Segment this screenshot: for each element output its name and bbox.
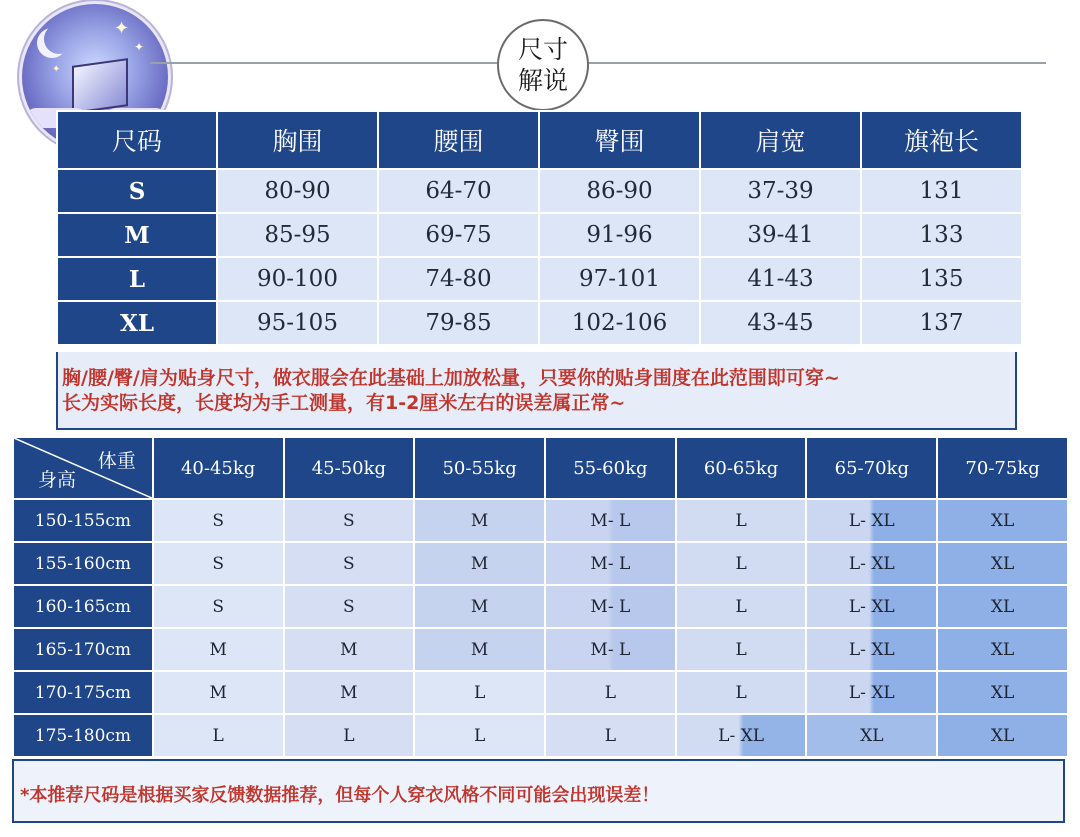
size-cell: L xyxy=(545,714,676,757)
size-cell: L xyxy=(676,499,807,542)
size-cell: S xyxy=(153,585,284,628)
size-cell: L xyxy=(414,671,545,714)
table-row xyxy=(13,628,1068,671)
weight-header-cell: 55-60kg xyxy=(545,437,676,499)
star-icon: ✦ xyxy=(52,64,61,75)
size-cell: M- L xyxy=(545,499,676,542)
size-cell: XL xyxy=(937,585,1068,628)
measure-cell: 97-101 xyxy=(539,257,700,301)
size-table-header-row xyxy=(57,111,1022,169)
size-cell: L xyxy=(545,671,676,714)
size-header-cell: 肩宽 xyxy=(700,111,861,169)
size-cell: L- XL xyxy=(806,585,937,628)
size-cell: XL xyxy=(937,671,1068,714)
title-divider xyxy=(150,62,1046,64)
measure-cell: 74-80 xyxy=(378,257,539,301)
measure-cell: 37-39 xyxy=(700,169,861,213)
size-cell: M- L xyxy=(545,542,676,585)
measure-cell: 41-43 xyxy=(700,257,861,301)
size-cell: L xyxy=(676,671,807,714)
height-label: 155-160cm xyxy=(13,542,153,585)
gift-box-icon xyxy=(72,58,128,114)
measure-cell: 79-85 xyxy=(378,301,539,345)
table-row xyxy=(57,301,1022,345)
measure-cell: 39-41 xyxy=(700,213,861,257)
weight-header-cell: 65-70kg xyxy=(806,437,937,499)
size-note-line1: 胸/腰/臀/肩为贴身尺寸，做衣服会在此基础上加放松量，只要你的贴身围度在此范围即可穿~ xyxy=(62,367,840,389)
measure-cell: 90-100 xyxy=(217,257,378,301)
size-cell: XL xyxy=(806,714,937,757)
size-cell: L- XL xyxy=(806,499,937,542)
star-icon: ✦ xyxy=(134,40,145,54)
page-title-line2: 解说 xyxy=(517,66,568,95)
size-cell: M- L xyxy=(545,628,676,671)
size-note-line2: 长为实际长度，长度均为手工测量，有1-2厘米左右的误差属正常~ xyxy=(62,392,626,414)
size-table xyxy=(56,110,1023,346)
size-cell: M xyxy=(284,628,415,671)
weight-header-cell: 45-50kg xyxy=(284,437,415,499)
measure-cell: 69-75 xyxy=(378,213,539,257)
size-note xyxy=(56,352,1017,430)
size-cell: L xyxy=(676,585,807,628)
measure-cell: 133 xyxy=(861,213,1022,257)
size-header-cell: 胸围 xyxy=(217,111,378,169)
size-header-cell: 尺码 xyxy=(57,111,217,169)
measure-cell: 131 xyxy=(861,169,1022,213)
measure-cell: 102-106 xyxy=(539,301,700,345)
size-cell: L xyxy=(676,628,807,671)
measure-cell: 86-90 xyxy=(539,169,700,213)
size-cell: L- XL xyxy=(806,671,937,714)
corner-height-label: 身高 xyxy=(38,469,77,491)
weight-header-cell: 50-55kg xyxy=(414,437,545,499)
measure-cell: 64-70 xyxy=(378,169,539,213)
size-cell: M xyxy=(414,628,545,671)
table-row xyxy=(13,499,1068,542)
corner-weight-label: 体重 xyxy=(97,450,136,472)
table-row xyxy=(13,671,1068,714)
size-header-cell: 旗袍长 xyxy=(861,111,1022,169)
size-cell: XL xyxy=(937,542,1068,585)
moon-icon xyxy=(44,24,74,54)
table-row xyxy=(57,257,1022,301)
size-cell: L xyxy=(676,542,807,585)
page-title xyxy=(497,19,589,111)
weight-header-cell: 40-45kg xyxy=(153,437,284,499)
corner-cell xyxy=(13,437,153,499)
size-cell: XL xyxy=(937,628,1068,671)
table-row xyxy=(57,213,1022,257)
height-label: 175-180cm xyxy=(13,714,153,757)
recommend-header-row xyxy=(13,437,1068,499)
table-row xyxy=(13,585,1068,628)
size-cell: L- XL xyxy=(676,714,807,757)
size-cell: S xyxy=(153,542,284,585)
height-label: 160-165cm xyxy=(13,585,153,628)
recommend-table xyxy=(12,436,1069,758)
size-cell: M xyxy=(414,585,545,628)
table-row xyxy=(57,169,1022,213)
size-cell: L xyxy=(153,714,284,757)
size-cell: M xyxy=(153,671,284,714)
height-label: 170-175cm xyxy=(13,671,153,714)
weight-header-cell: 70-75kg xyxy=(937,437,1068,499)
size-cell: S xyxy=(153,499,284,542)
size-cell: XL xyxy=(937,499,1068,542)
measure-cell: 80-90 xyxy=(217,169,378,213)
size-cell: M xyxy=(414,499,545,542)
height-label: 165-170cm xyxy=(13,628,153,671)
size-cell: XL xyxy=(937,714,1068,757)
measure-cell: 95-105 xyxy=(217,301,378,345)
measure-cell: 137 xyxy=(861,301,1022,345)
size-cell: M- L xyxy=(545,585,676,628)
page-title-line1: 尺寸 xyxy=(517,35,568,64)
size-cell: L xyxy=(414,714,545,757)
size-label: L xyxy=(57,257,217,301)
recommend-note: *本推荐尺码是根据买家反馈数据推荐，但每个人穿衣风格不同可能会出现误差！ xyxy=(12,759,1065,823)
measure-cell: 135 xyxy=(861,257,1022,301)
size-cell: S xyxy=(284,585,415,628)
size-cell: L- XL xyxy=(806,542,937,585)
weight-header-cell: 60-65kg xyxy=(676,437,807,499)
size-cell: L xyxy=(284,714,415,757)
height-label: 150-155cm xyxy=(13,499,153,542)
size-header-cell: 腰围 xyxy=(378,111,539,169)
table-row xyxy=(13,542,1068,585)
star-icon: ✦ xyxy=(114,18,130,39)
measure-cell: 91-96 xyxy=(539,213,700,257)
size-cell: M xyxy=(284,671,415,714)
size-label: M xyxy=(57,213,217,257)
measure-cell: 85-95 xyxy=(217,213,378,257)
size-cell: S xyxy=(284,542,415,585)
size-cell: L- XL xyxy=(806,628,937,671)
measure-cell: 43-45 xyxy=(700,301,861,345)
table-row xyxy=(13,714,1068,757)
size-cell: M xyxy=(414,542,545,585)
size-label: XL xyxy=(57,301,217,345)
size-label: S xyxy=(57,169,217,213)
size-cell: S xyxy=(284,499,415,542)
size-header-cell: 臀围 xyxy=(539,111,700,169)
size-cell: M xyxy=(153,628,284,671)
